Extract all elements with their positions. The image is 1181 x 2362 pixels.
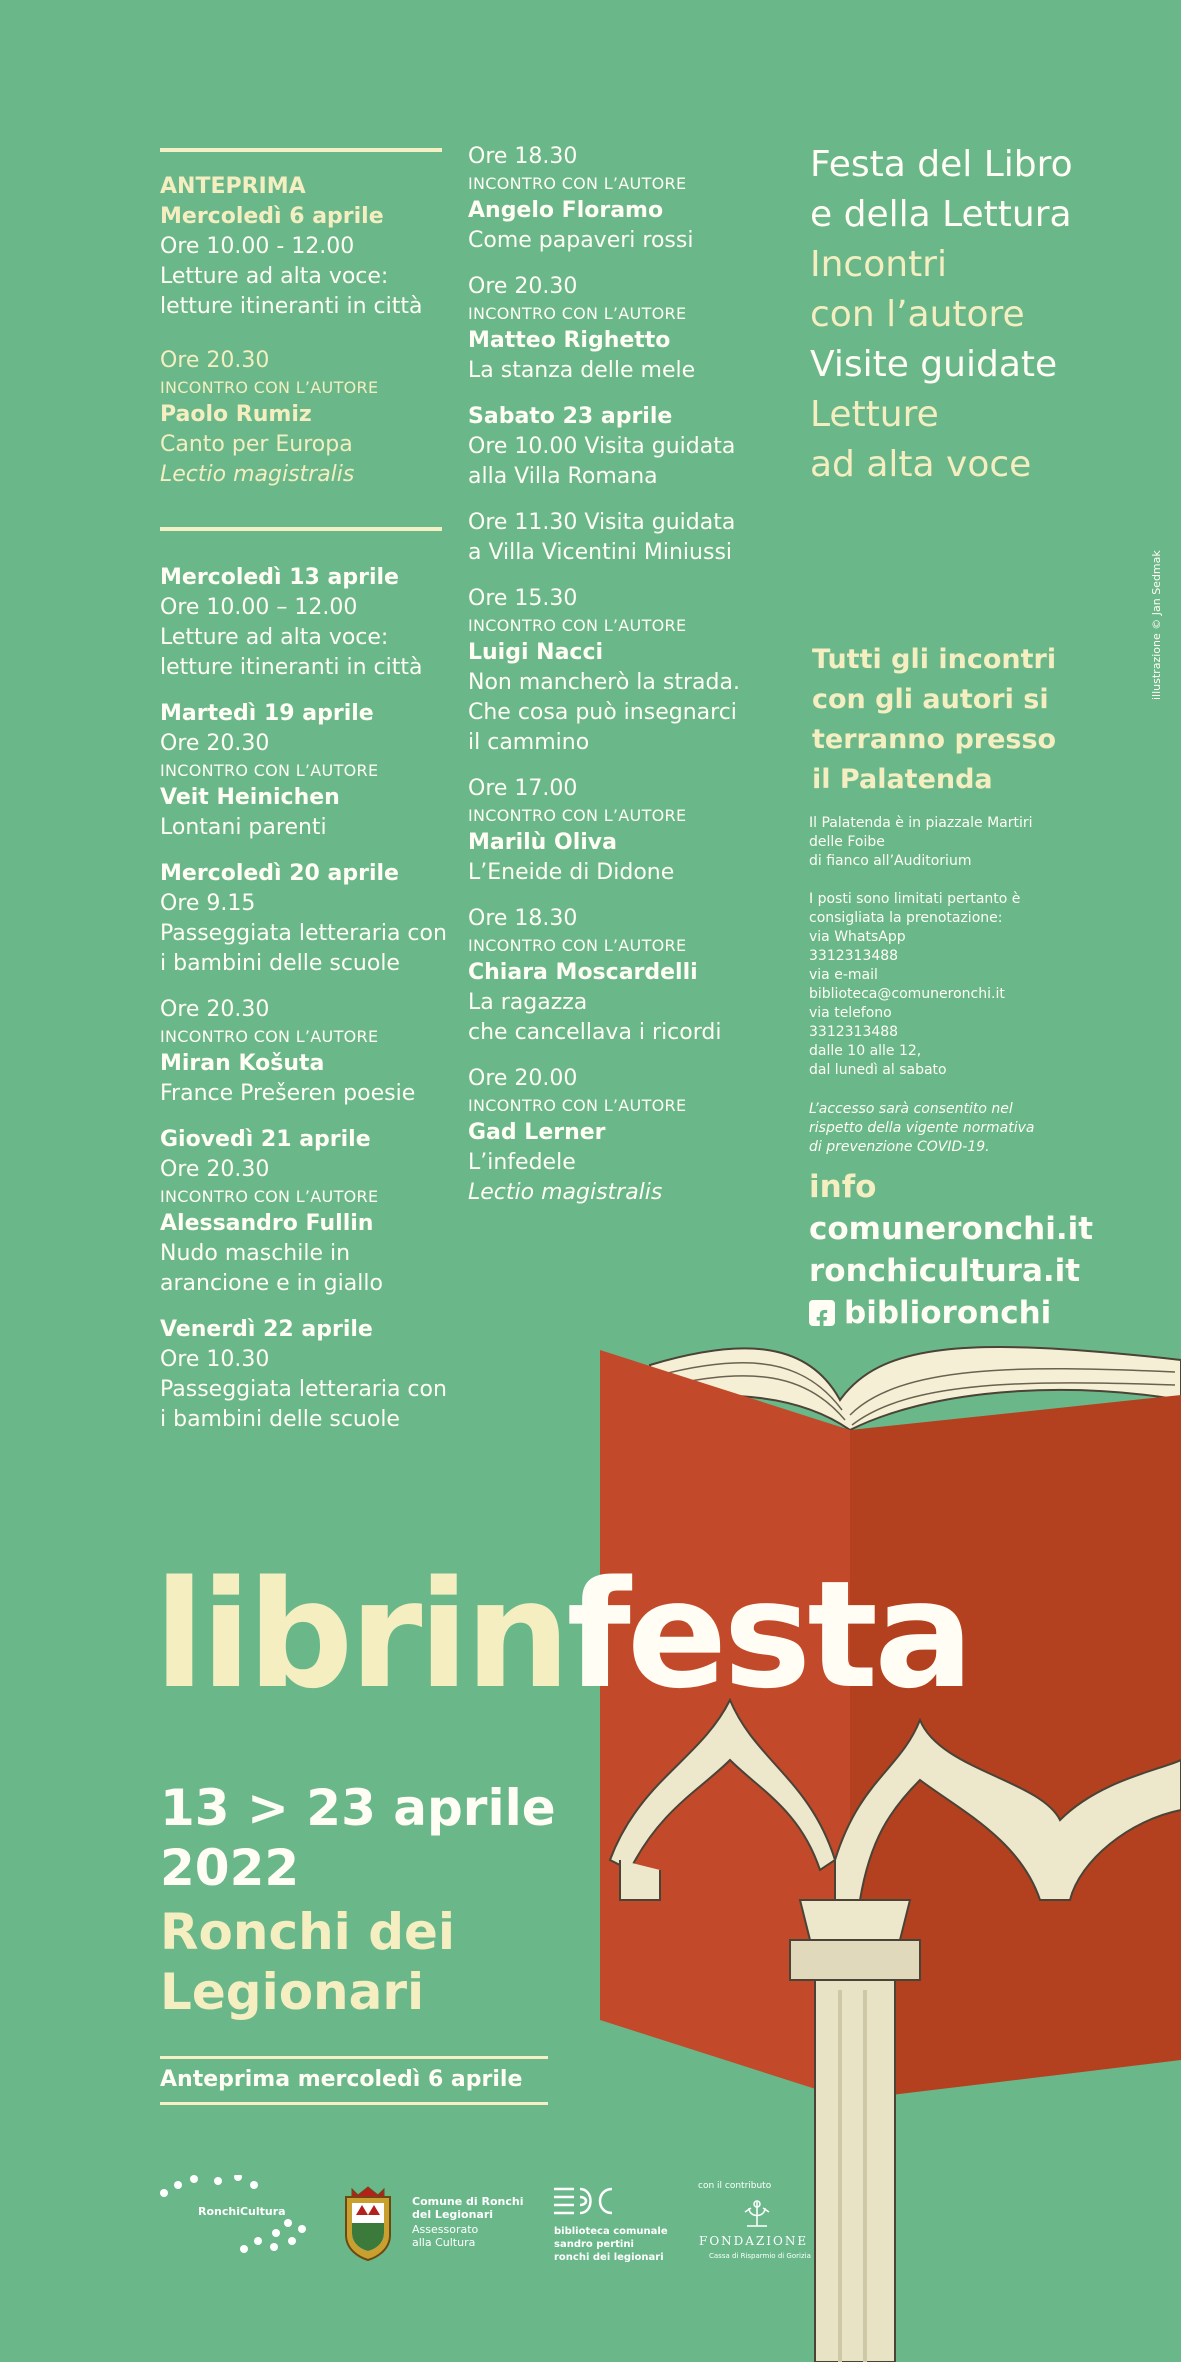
event-kicker: INCONTRO CON L’AUTORE (468, 304, 687, 323)
mid-rule-col1 (160, 527, 442, 531)
event-title: Lontani parenti (160, 815, 327, 840)
event-kicker: INCONTRO CON L’AUTORE (468, 174, 687, 193)
event-author: Luigi Nacci (468, 640, 604, 665)
event-desc: Passeggiata letteraria con i bambini delle scuole (160, 921, 447, 976)
event-author: Alessandro Fullin (160, 1211, 374, 1236)
event-kicker: INCONTRO CON L’AUTORE (160, 1187, 379, 1206)
facebook-link[interactable] (809, 1292, 1149, 1334)
event-lerner (468, 1064, 768, 1208)
logo-fondazione (695, 2180, 865, 2270)
venue-text: Il Palatenda è in piazzale Martiri delle Foibe di fianco all’Auditorium (809, 815, 1033, 869)
comune-sublabel: Assessorato alla Cultura (412, 2223, 479, 2249)
event-time: Ore 20.30 (160, 997, 270, 1022)
event-note: Lectio magistralis (160, 462, 355, 487)
event-desc: Ore 11.30 Visita guidata a Villa Vicentini Miniussi (468, 510, 736, 565)
event-title: La stanza delle mele (468, 358, 696, 383)
event-21-aprile (160, 1125, 470, 1299)
logo-biblioteca (552, 2185, 672, 2265)
biblioteca-label: biblioteca comunale sandro pertini ronchi dei legionari (554, 2226, 668, 2263)
biblioteca-logo-icon (552, 2185, 614, 2219)
tagline-line: e della Lettura (810, 194, 1072, 235)
event-time: Ore 17.00 (468, 776, 578, 801)
event-author: Paolo Rumiz (160, 402, 312, 427)
credit: illustrazione © Jan Sedmak (1150, 550, 1163, 700)
event-desc: Ore 10.00 Visita guidata alla Villa Romana (468, 434, 736, 489)
event-time: Ore 20.30 (160, 348, 270, 373)
top-rule-col1 (160, 148, 442, 152)
schedule-col2 (468, 142, 768, 1224)
event-note: Lectio magistralis (468, 1180, 663, 1205)
festival-name-part1: librin (154, 1549, 567, 1721)
event-day: Sabato 23 aprile (468, 404, 673, 429)
event-author: Marilù Oliva (468, 830, 617, 855)
event-desc: Letture ad alta voce: letture itineranti in città (160, 264, 423, 319)
schedule-col1-main (160, 563, 470, 1451)
festival-dates: 13 > 23 aprile 2022 (160, 1779, 556, 1897)
event-day: Venerdì 22 aprile (160, 1317, 373, 1342)
event-kicker: INCONTRO CON L’AUTORE (468, 1096, 687, 1115)
event-kicker: INCONTRO CON L’AUTORE (160, 1027, 379, 1046)
event-time: Ore 10.30 (160, 1347, 270, 1372)
event-day: Mercoledì 20 aprile (160, 861, 399, 886)
event-kosuta (160, 995, 470, 1109)
event-kicker: INCONTRO CON L’AUTORE (468, 616, 687, 635)
preview-rule-bottom (160, 2102, 548, 2105)
ronchicultura-label: RonchiCultura (198, 2205, 286, 2218)
logo-comune (342, 2185, 532, 2265)
column-shaft (815, 1980, 895, 2362)
event-day: Mercoledì 13 aprile (160, 565, 399, 590)
preview-rule-top (160, 2056, 548, 2059)
site-link[interactable]: ronchicultura.it (809, 1253, 1081, 1289)
event-desc: Letture ad alta voce: letture itineranti in città (160, 625, 423, 680)
tagline-line: Incontri (810, 244, 947, 285)
tagline-line: Visite guidate (810, 344, 1058, 385)
event-19-aprile (160, 699, 470, 843)
anteprima-label: ANTEPRIMA (160, 174, 306, 199)
venue-heading: Tutti gli incontri con gli autori si terranno presso il Palatenda (812, 644, 1057, 795)
facebook-label: biblioronchi (844, 1295, 1052, 1331)
event-author: Gad Lerner (468, 1120, 606, 1145)
fondazione-sublabel: Cassa di Risparmio di Gorizia (709, 2252, 811, 2260)
event-author: Matteo Righetto (468, 328, 671, 353)
event-time: Ore 20.30 (160, 1157, 270, 1182)
event-title: Come papaveri rossi (468, 228, 694, 253)
event-author: Chiara Moscardelli (468, 960, 698, 985)
festival-name (154, 1549, 970, 1721)
event-day: Giovedì 21 aprile (160, 1127, 371, 1152)
event-title: France Prešeren poesie (160, 1081, 416, 1106)
column-capital (800, 1900, 910, 1940)
event-villa-vicentini (468, 508, 768, 568)
event-rumiz (160, 346, 460, 490)
event-20-aprile (160, 859, 470, 979)
event-time: Ore 9.15 (160, 891, 256, 916)
info-block (809, 1166, 1149, 1334)
tagline (810, 140, 1140, 490)
festival-name-part2: festa (566, 1549, 970, 1721)
tagline-line: ad alta voce (810, 444, 1032, 485)
event-day: Mercoledì 6 aprile (160, 204, 384, 229)
event-13-aprile (160, 563, 470, 683)
schedule-col1-top (160, 172, 460, 506)
info-label: info (809, 1169, 877, 1205)
event-oliva (468, 774, 768, 888)
event-author: Angelo Floramo (468, 198, 664, 223)
event-time: Ore 15.30 (468, 586, 578, 611)
event-time: Ore 10.00 - 12.00 (160, 234, 355, 259)
tagline-line: Festa del Libro (810, 144, 1073, 185)
event-time: Ore 20.30 (160, 731, 270, 756)
event-title: Nudo maschile in arancione e in giallo (160, 1241, 383, 1296)
comune-crest-icon (342, 2185, 394, 2261)
contributo-label: con il contributo (698, 2181, 772, 2191)
preview-date: Anteprima mercoledì 6 aprile (160, 2067, 523, 2092)
event-author: Miran Košuta (160, 1051, 325, 1076)
event-kicker: INCONTRO CON L’AUTORE (468, 806, 687, 825)
event-time: Ore 10.00 – 12.00 (160, 595, 358, 620)
event-kicker: INCONTRO CON L’AUTORE (160, 378, 379, 397)
logo-ronchicultura (158, 2175, 318, 2255)
event-title: L’Eneide di Didone (468, 860, 675, 885)
site-link[interactable]: comuneronchi.it (809, 1211, 1094, 1247)
tagline-line: Letture (810, 394, 939, 435)
event-nacci (468, 584, 768, 758)
event-title: Canto per Europa (160, 432, 353, 457)
event-day: Martedì 19 aprile (160, 701, 374, 726)
event-anteprima (160, 172, 460, 322)
event-righetto (468, 272, 768, 386)
covid-note: L’accesso sarà consentito nel rispetto della vigente normativa di prevenzione COVID-19. (809, 1101, 1035, 1155)
fondazione-label: FONDAZIONE (699, 2234, 809, 2248)
event-desc: Passeggiata letteraria con i bambini delle scuole (160, 1377, 447, 1432)
event-kicker: INCONTRO CON L’AUTORE (468, 936, 687, 955)
event-author: Veit Heinichen (160, 785, 340, 810)
event-time: Ore 18.30 (468, 144, 578, 169)
event-time: Ore 18.30 (468, 906, 578, 931)
event-kicker: INCONTRO CON L’AUTORE (160, 761, 379, 780)
event-time: Ore 20.30 (468, 274, 578, 299)
comune-label: Comune di Ronchi del Legionari (412, 2195, 524, 2221)
facebook-icon (809, 1300, 835, 1326)
event-title: Non mancherò la strada. Che cosa può insegnarci il cammino (468, 670, 740, 755)
fondazione-emblem-icon (737, 2198, 777, 2230)
book-cover-right (850, 1395, 1181, 2100)
tagline-line: con l’autore (810, 294, 1025, 335)
event-title: La ragazza che cancellava i ricordi (468, 990, 722, 1045)
event-22-aprile (160, 1315, 470, 1435)
festival-place: Ronchi dei Legionari (160, 1903, 456, 2021)
event-moscardelli (468, 904, 768, 1048)
event-title: L’infedele (468, 1150, 576, 1175)
booking-text: I posti sono limitati pertanto è consigliata la prenotazione: via WhatsApp 3312313488 via e-mail biblioteca@comuneronchi.it via telefono 3312313488 dalle 10 alle 12, dal lunedì al sabato (809, 891, 1021, 1078)
event-floramo (468, 142, 768, 256)
event-time: Ore 20.00 (468, 1066, 578, 1091)
book-column-illustration (600, 1340, 1181, 2362)
event-23-aprile (468, 402, 768, 492)
